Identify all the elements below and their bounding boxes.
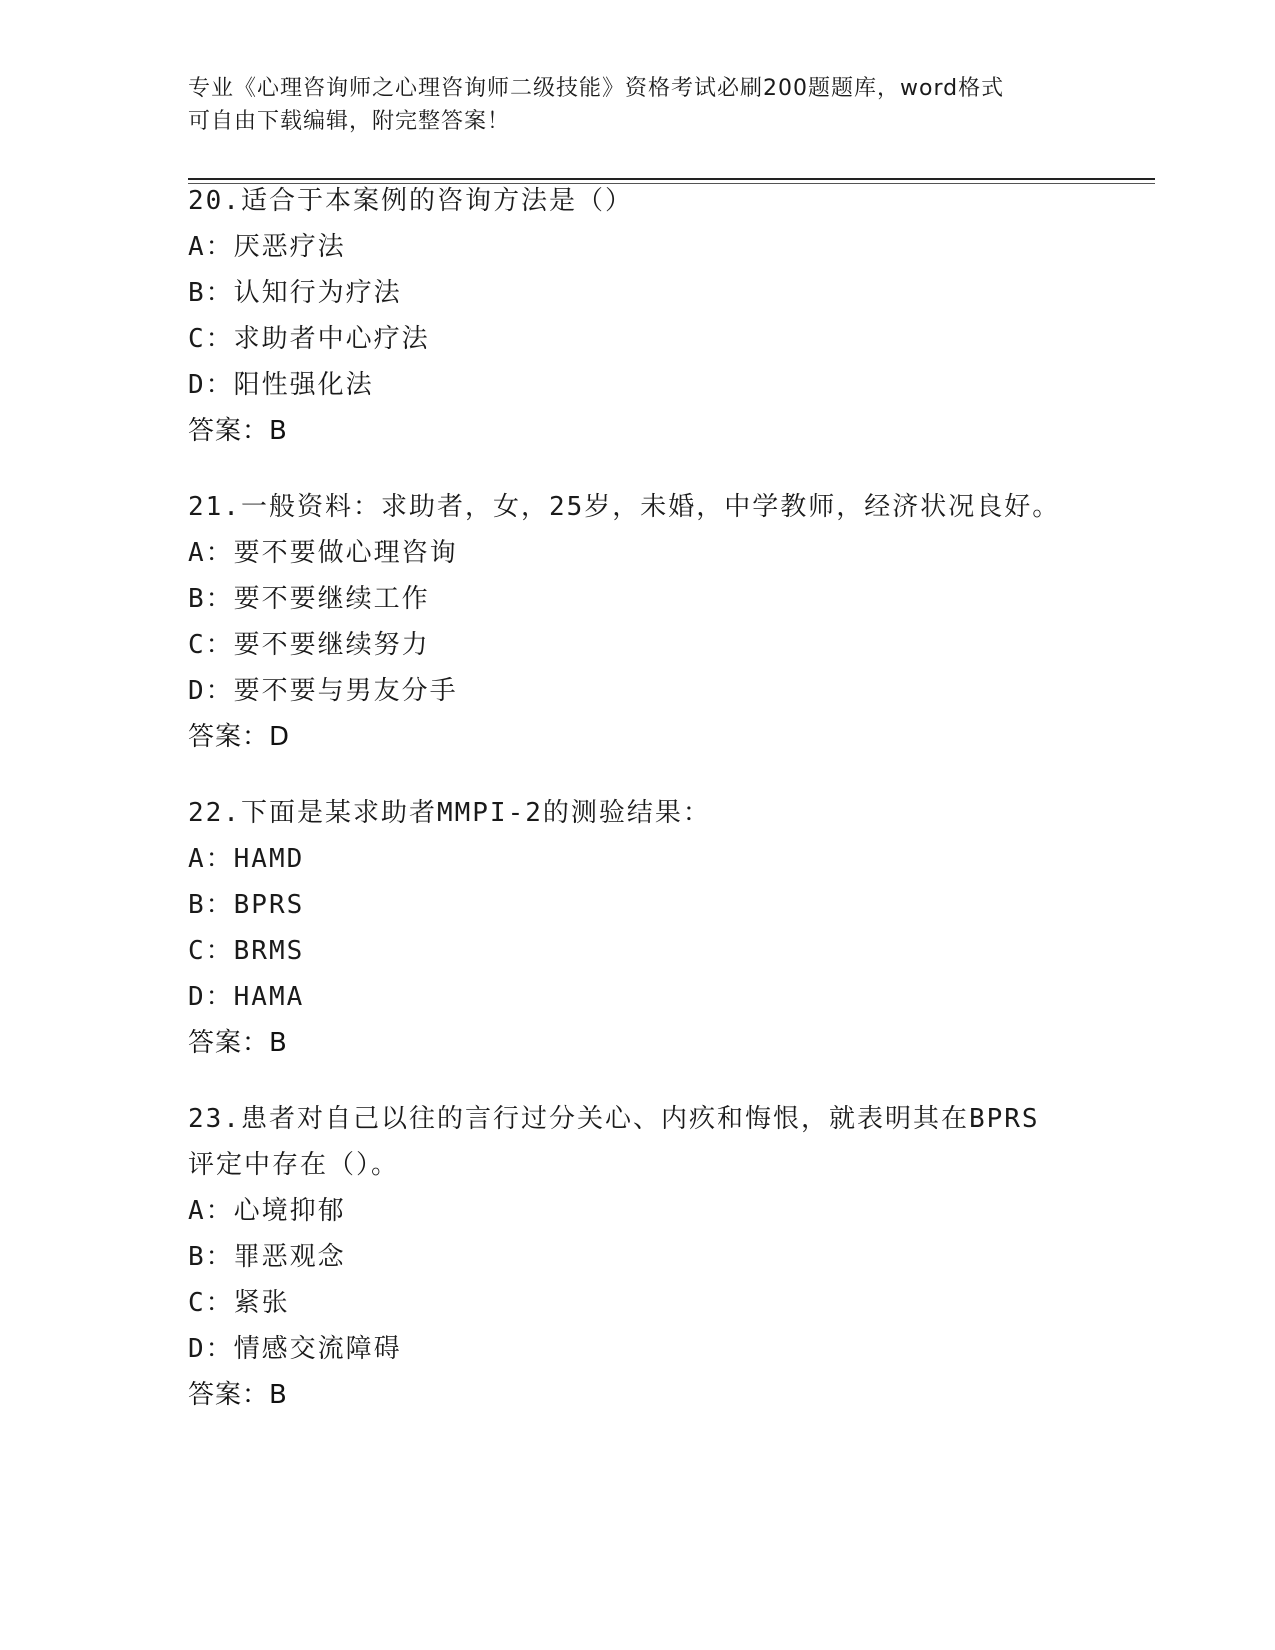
- option-b: B：罪恶观念: [188, 1242, 346, 1272]
- question-23: [188, 1096, 1088, 1418]
- option-d: D：HAMA: [188, 982, 305, 1012]
- option-d: D：阳性强化法: [188, 370, 374, 400]
- answer-text: 答案：B: [188, 1380, 288, 1410]
- question-20: [188, 178, 1088, 454]
- answer-text: 答案：D: [188, 722, 291, 752]
- document-header: [188, 72, 1088, 138]
- question-stem: 20.适合于本案例的咨询方法是（）: [188, 186, 633, 216]
- question-stem-line-1: 23.患者对自己以往的言行过分关心、内疚和悔恨，就表明其在BPRS: [188, 1104, 1040, 1134]
- option-b: B：BPRS: [188, 890, 305, 920]
- option-a: A：HAMD: [188, 844, 305, 874]
- option-b: B：认知行为疗法: [188, 278, 402, 308]
- question-21: [188, 484, 1088, 760]
- question-stem-line-2: 评定中存在（）。: [188, 1150, 400, 1180]
- question-stem: 21.一般资料：求助者，女，25岁，未婚，中学教师，经济状况良好。: [188, 492, 1061, 522]
- header-line-2: 可自由下载编辑，附完整答案！: [188, 109, 511, 134]
- option-c: C：BRMS: [188, 936, 305, 966]
- header-line-1: 专业《心理咨询师之心理咨询师二级技能》资格考试必刷200题题库，word格式: [188, 76, 1005, 101]
- option-a: A：要不要做心理咨询: [188, 538, 458, 568]
- option-d: D：要不要与男友分手: [188, 676, 458, 706]
- option-a: A：厌恶疗法: [188, 232, 346, 262]
- answer-text: 答案：B: [188, 416, 288, 446]
- option-c: C：紧张: [188, 1288, 290, 1318]
- option-b: B：要不要继续工作: [188, 584, 430, 614]
- option-c: C：求助者中心疗法: [188, 324, 430, 354]
- question-stem: 22.下面是某求助者MMPI-2的测验结果：: [188, 798, 711, 828]
- question-22: [188, 790, 1088, 1066]
- option-c: C：要不要继续努力: [188, 630, 430, 660]
- option-d: D：情感交流障碍: [188, 1334, 402, 1364]
- answer-text: 答案：B: [188, 1028, 288, 1058]
- option-a: A：心境抑郁: [188, 1196, 346, 1226]
